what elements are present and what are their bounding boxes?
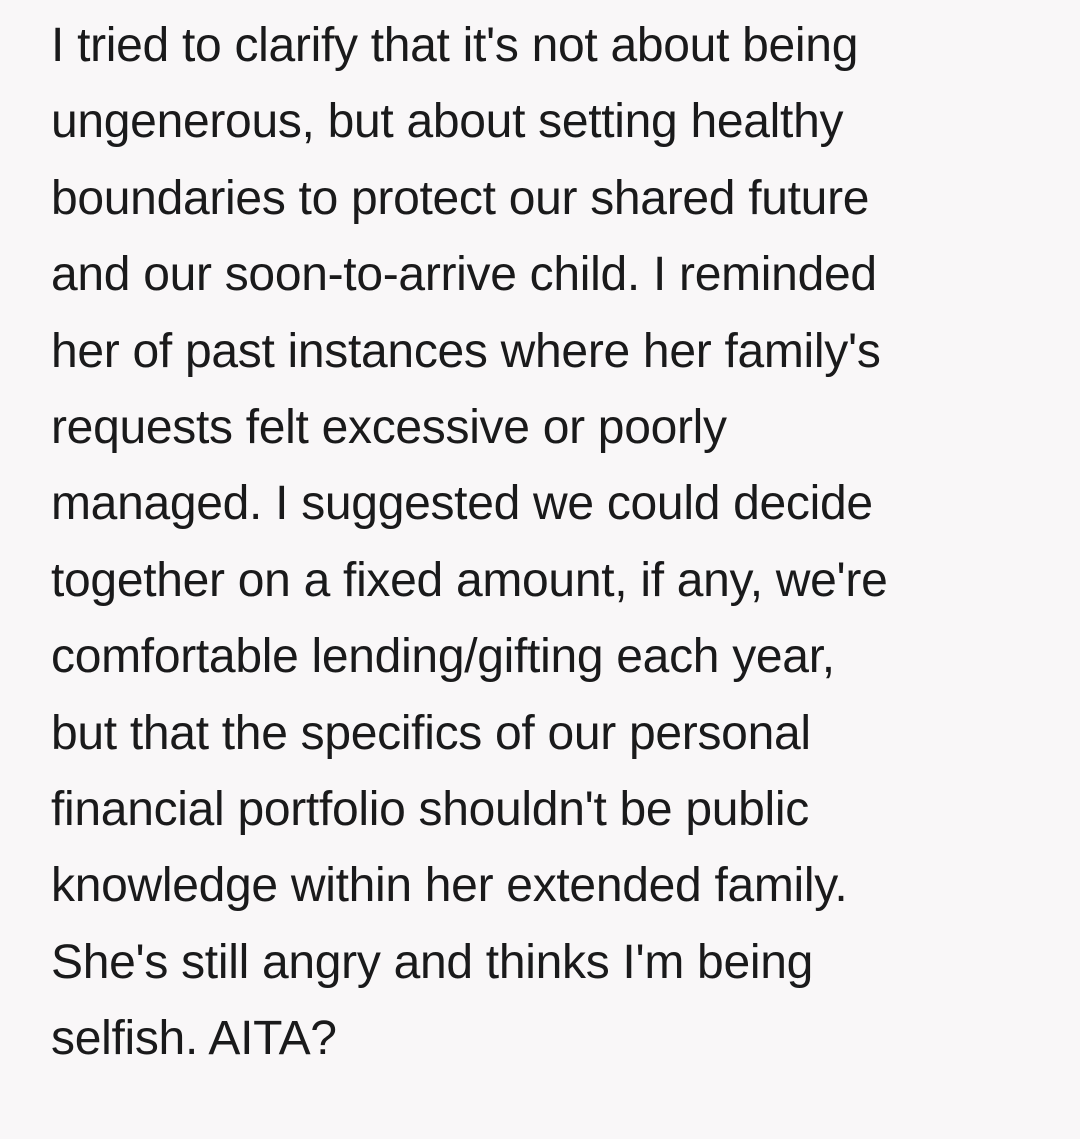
post-text-line: managed. I suggested we could decide — [51, 477, 873, 531]
post-text-line: boundaries to protect our shared future — [51, 171, 870, 225]
post-text-line: I tried to clarify that it's not about being — [51, 19, 859, 72]
post-text-line: together on a fixed amount, if any, we're — [51, 553, 888, 607]
post-text-line: ungenerous, but about setting healthy — [51, 95, 844, 149]
post-text-line: comfortable lending/gifting each year, — [51, 630, 835, 684]
post-text-line: and our soon-to-arrive child. I reminded — [51, 248, 877, 302]
post-text-line: selfish. AITA? — [51, 1012, 337, 1066]
post-text-line: financial portfolio shouldn't be public — [51, 783, 809, 837]
post-text-line: knowledge within her extended family. — [51, 859, 848, 913]
post-text-line: her of past instances where her family's — [51, 324, 881, 378]
post-body-text — [51, 8, 1051, 1078]
post-text-line: requests felt excessive or poorly — [51, 401, 727, 455]
post-text-line: but that the specifics of our personal — [51, 706, 811, 760]
post-text-line: She's still angry and thinks I'm being — [51, 935, 813, 989]
